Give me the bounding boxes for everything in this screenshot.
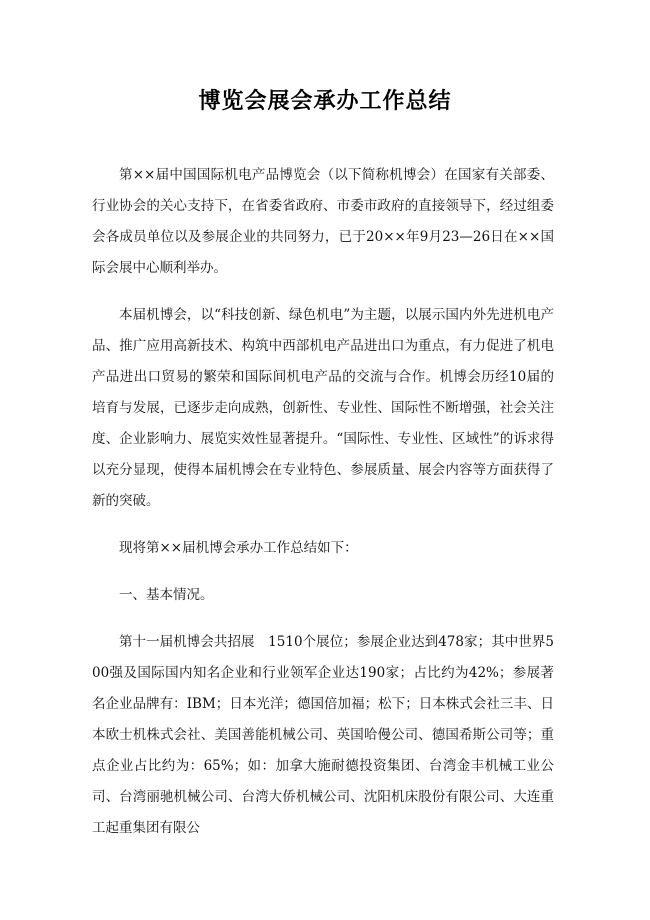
paragraph-exhibitors: 第十一届机博会共招展 1510个展位；参展企业达到478家；其中世界500强及国际国内知名企业和行业领军企业达190家；占比约为42%；参展著名企业品牌有：IBM；日本光洋；德国倍加福；松下；日本株式会社三丰、日本欧士机株式会社、美国善能机械公司、英国哈僈公司、德国希斯公司等；重点企业占比约为：65%；如：加拿大施耐德投资集团、台湾金丰机械工业公司、台湾丽驰机械公司、台湾大侨机械公司、沈阳机床股份有限公司、大连重工起重集团有限公 <box>92 634 554 836</box>
paragraph-summary-lead: 现将第××届机博会承办工作总结如下： <box>119 540 358 556</box>
paragraph-theme: 本届机博会，以“科技创新、绿色机电”为主题，以展示国内外先进机电产品、推广应用高新技术、构筑中西部机电产品进出口为重点，有力促进了机电产品进出口贸易的繁荣和国际间机电产品的交流与合作。机博会历经10届的培育与发展，已逐步走向成熟，创新性、专业性、国际性不断增强，社会关注度、企业影响力、展览实效性显著提升。“国际性、专业性、区域性”的诉求得以充分显现，使得本届机博会在专业特色、参展质量、展会内容等方面获得了新的突破。 <box>92 307 554 509</box>
paragraph-intro: 第××届中国国际机电产品博览会（以下简称机博会）在国家有关部委、行业协会的关心支持下，在省委省政府、市委市政府的直接领导下，经过组委会各成员单位以及参展企业的共同努力，已于20××年9月23—26日在××国际会展中心顺利举办。 <box>92 167 554 276</box>
section-heading-basic-situation: 一、基本情况。 <box>119 587 214 603</box>
document-title: 博览会展会承办工作总结 <box>198 89 452 114</box>
document-body <box>92 160 554 860</box>
